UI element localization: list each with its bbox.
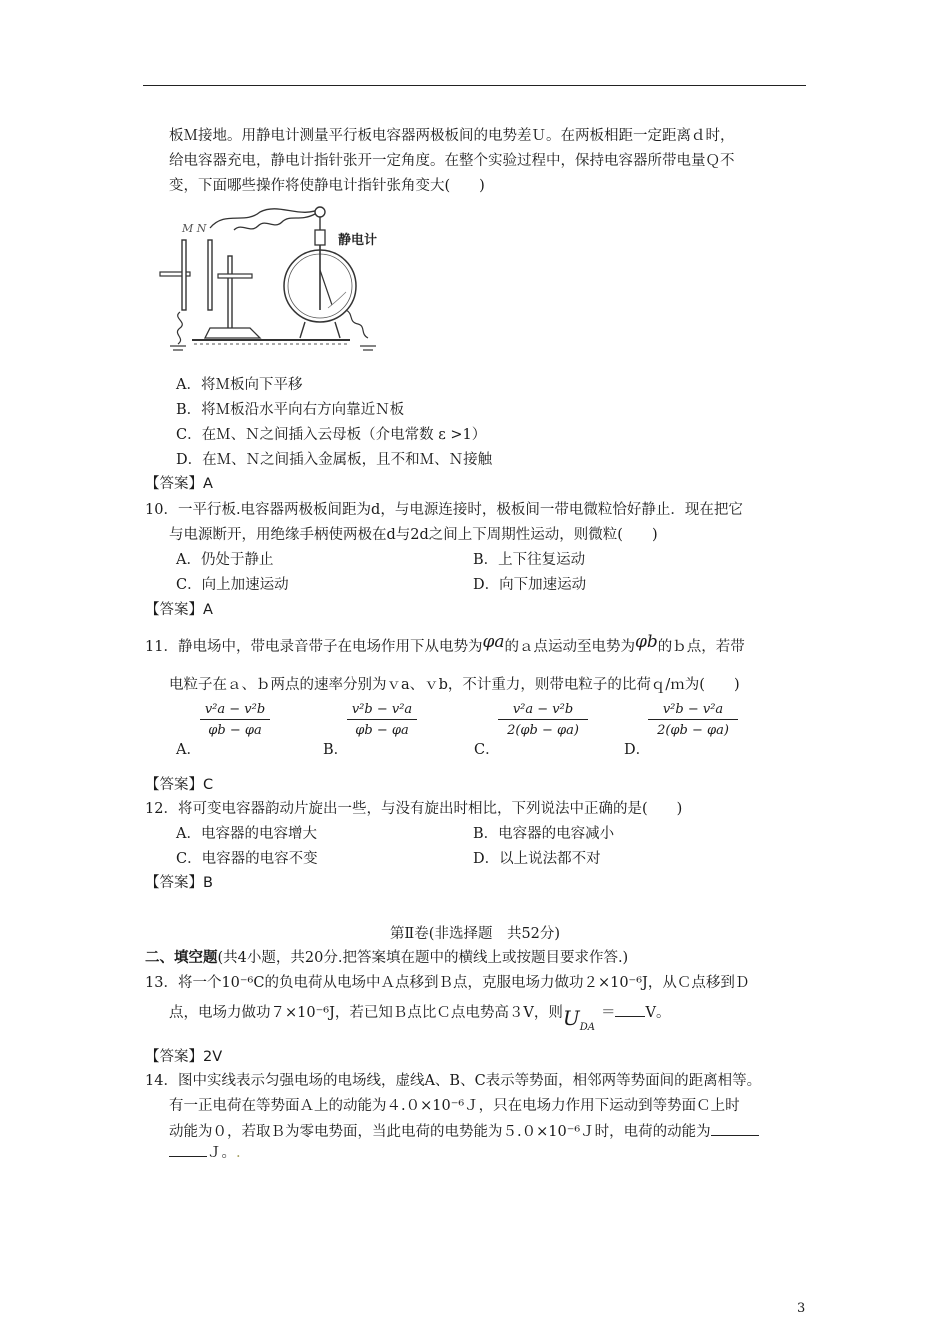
q11-stem-part-a: 11．静电场中，带电录音带子在电场作用下从电势为 <box>145 639 483 655</box>
q11-option-b-denominator: φb − φa <box>355 723 409 738</box>
q9-option-a: A．将Ｍ板向下平移 <box>176 377 303 393</box>
q13-line-1: 13．将一个10⁻⁶C的负电荷从电场中Ａ点移到Ｂ点，克服电场力做功２×10⁻⁶J，从Ｃ点移到Ｄ <box>145 975 750 991</box>
q10-option-c: C．向上加速运动 <box>176 577 289 593</box>
q11-option-a-formula <box>200 702 270 738</box>
section-2-heading <box>145 948 628 968</box>
q11-option-c-numerator: v²a − v²b <box>512 702 574 717</box>
electrometer-figure <box>150 200 400 355</box>
q10-answer: 【答案】A <box>145 602 213 618</box>
q9-option-b: B．将Ｍ板沿水平向右方向靠近Ｎ板 <box>176 402 405 418</box>
q11-option-b-formula <box>347 702 417 738</box>
q13-answer: 【答案】2V <box>145 1049 223 1065</box>
q12-option-d: D．以上说法都不对 <box>473 851 601 867</box>
q11-option-d-numerator: v²b − v²a <box>662 702 724 717</box>
q9-stem-line-3: 变，下面哪些操作将使静电计指针张角变大( ) <box>169 178 485 194</box>
q13-line-2 <box>169 1000 671 1033</box>
q10-option-d: D．向下加速运动 <box>473 577 587 593</box>
q11-stem-part-b: 的ａ点运动至电势为 <box>504 639 635 655</box>
q11-option-c-denominator: 2(φb − φa) <box>507 723 579 738</box>
section-2-heading-bold: 二、填空题 <box>145 950 218 966</box>
q13-line-2-equals: ＝ <box>600 1005 616 1021</box>
q11-option-b-label: B． <box>323 742 349 758</box>
decorative-dot: . <box>236 1145 241 1161</box>
q14-answer-blank-1[interactable] <box>711 1121 759 1136</box>
figure-plate-labels: M N <box>182 222 207 235</box>
q11-option-c-label: C． <box>474 742 500 758</box>
q10-option-b: B．上下往复运动 <box>473 552 586 568</box>
figure-label: 静电计 <box>338 233 378 248</box>
q11-stem-part-c: 的ｂ点，若带 <box>657 639 745 655</box>
q12-option-b: B．电容器的电容减小 <box>473 826 615 842</box>
q11-option-b-numerator: v²b − v²a <box>351 702 413 717</box>
q10-option-a: A．仍处于静止 <box>176 552 274 568</box>
phi-a-symbol: φa <box>482 632 505 652</box>
q10-stem-line-2: 与电源断开，用绝缘手柄使两极在d与2d之间上下周期性运动，则微粒( ) <box>169 527 658 543</box>
q9-stem-line-1: 板Ｍ接地。用静电计测量平行板电容器两极板间的电势差Ｕ。在两板相距一定距离ｄ时， <box>169 128 735 144</box>
q14-line-1: 14．图中实线表示匀强电场的电场线，虚线A、B、C表示等势面，相邻两等势面间的距离相等。 <box>145 1073 762 1089</box>
q9-option-c: C．在Ｍ、Ｎ之间插入云母板（介电常数 ε >1） <box>176 427 487 443</box>
q9-option-d: D．在Ｍ、Ｎ之间插入金属板，且不和Ｍ、Ｎ接触 <box>176 452 493 468</box>
phi-b-symbol: φb <box>635 632 658 652</box>
q12-answer: 【答案】B <box>145 875 213 891</box>
q14-line-3-text: 动能为０，若取Ｂ为零电势面，当此电荷的电势能为５.０×10⁻⁶Ｊ时，电荷的动能为 <box>169 1124 711 1140</box>
q14-answer-blank-2[interactable] <box>169 1142 207 1157</box>
q13-answer-blank[interactable] <box>615 1002 645 1017</box>
q11-stem-line-2: 电粒子在ａ、ｂ两点的速率分别为ｖa、ｖb，不计重力，则带电粒子的比荷ｑ/ｍ为( ) <box>169 677 740 693</box>
q11-option-d-label: D． <box>624 742 651 758</box>
q14-line-3 <box>169 1121 759 1142</box>
q11-option-d-formula <box>648 702 738 738</box>
section-2-title: 第Ⅱ卷(非选择题 共52分) <box>389 926 561 942</box>
q11-option-a-denominator: φb − φa <box>208 723 262 738</box>
q11-option-c-formula <box>498 702 588 738</box>
q11-option-a-numerator: v²a − v²b <box>204 702 266 717</box>
q12-stem: 12．将可变电容器韵动片旋出一些，与没有旋出时相比，下列说法中正确的是( ) <box>145 801 683 817</box>
q14-line-4-text: Ｊ。 <box>207 1145 236 1161</box>
q9-stem-line-2: 给电容器充电，静电计指针张开一定角度。在整个实验过程中，保持电容器所带电量Ｑ不 <box>169 153 735 169</box>
q12-option-c: C．电容器的电容不变 <box>176 851 318 867</box>
q13-line-2-part-a: 点，电场力做功７×10⁻⁶J，若已知Ｂ点比Ｃ点电势高３V，则 <box>169 1005 563 1021</box>
q10-stem-line-1: 10．一平行板.电容器两极板间距为d，与电源连接时，极板间一带电微粒恰好静止．现在把它 <box>145 502 743 518</box>
q9-answer: 【答案】A <box>145 476 213 492</box>
q14-line-4 <box>169 1142 241 1163</box>
q11-stem-line-1 <box>145 632 745 657</box>
q13-line-2-unit: V。 <box>645 1005 671 1021</box>
page-number: 3 <box>797 1301 806 1316</box>
u-da-symbol: $U_{DA}$ <box>562 1006 595 1033</box>
section-2-heading-rest: (共4小题，共20分.把答案填在题中的横线上或按题目要求作答.) <box>217 950 629 966</box>
q11-answer: 【答案】C <box>145 777 214 793</box>
header-rule <box>143 85 806 86</box>
q12-option-a: A．电容器的电容增大 <box>176 826 317 842</box>
q14-line-2: 有一正电荷在等势面Ａ上的动能为４.０×10⁻⁶Ｊ，只在电场力作用下运动到等势面Ｃ上时 <box>169 1098 740 1114</box>
q11-option-a-label: A． <box>176 742 201 758</box>
q11-option-d-denominator: 2(φb − φa) <box>657 723 729 738</box>
